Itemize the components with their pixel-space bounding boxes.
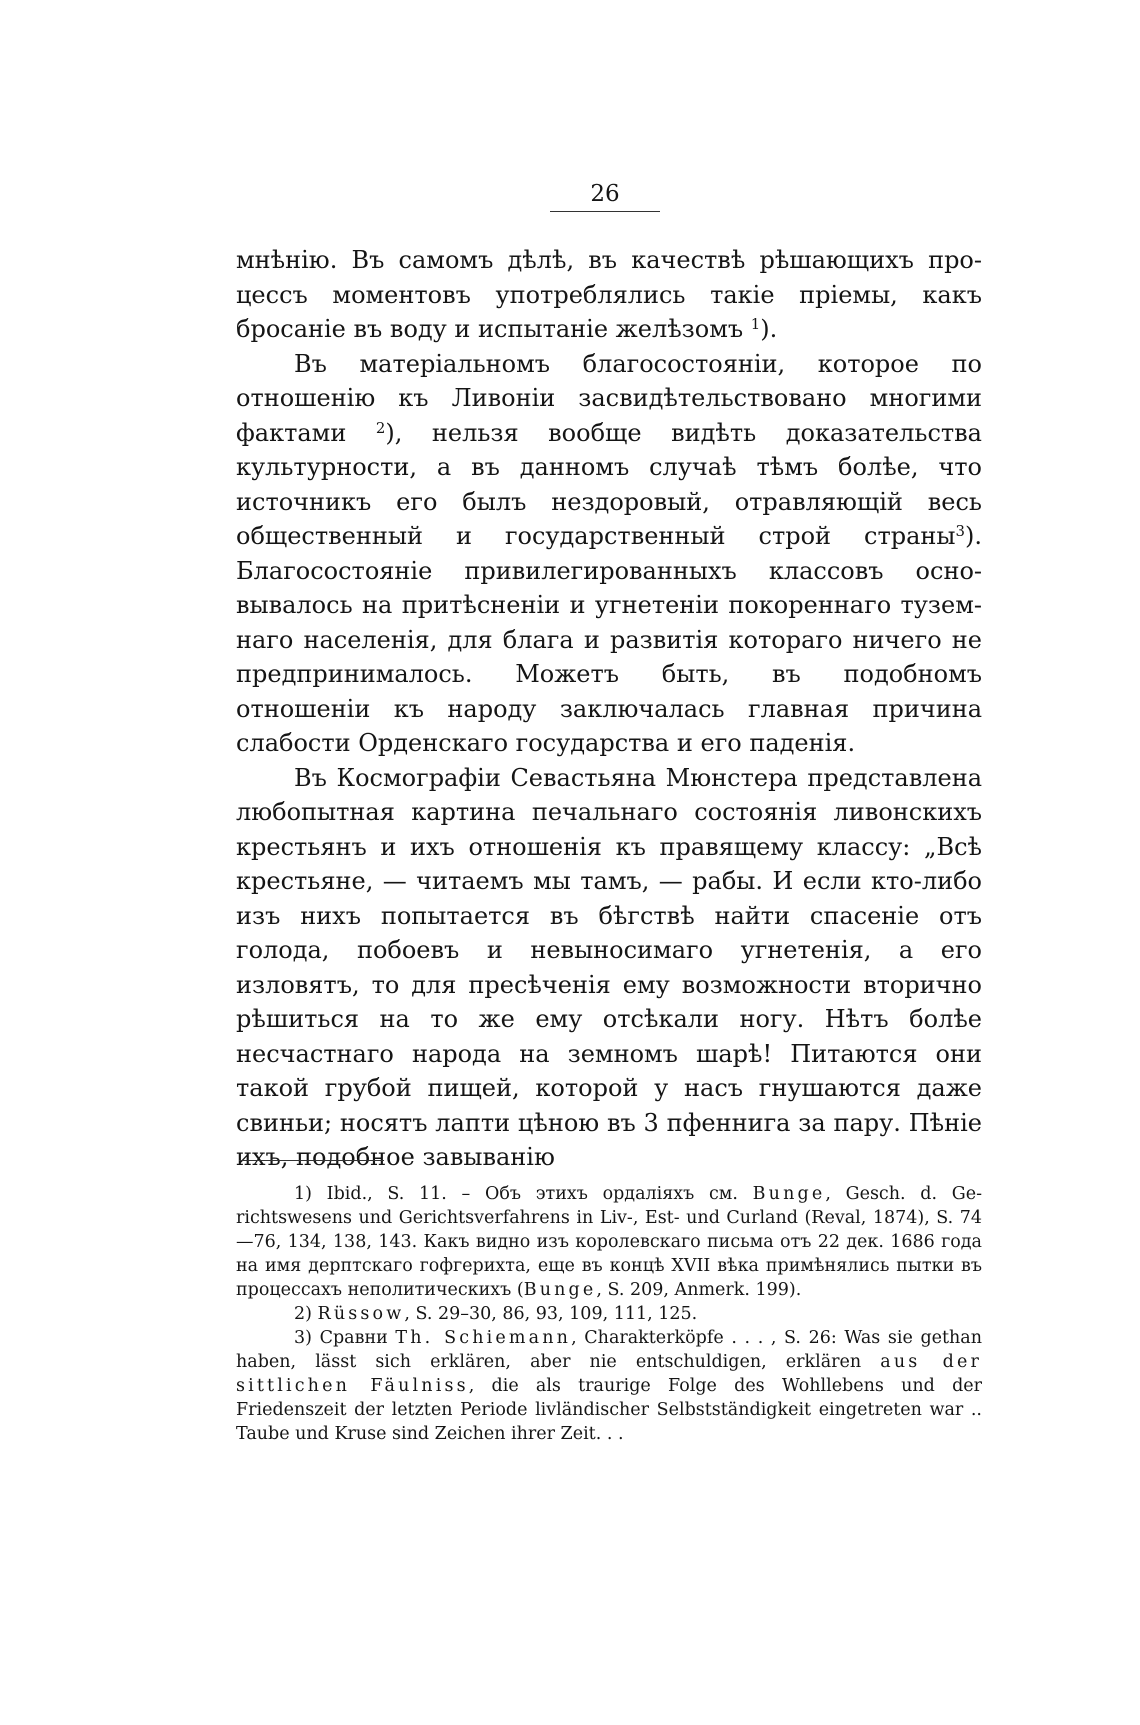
footnote-3-text-a: 3) Сравни [294, 1328, 396, 1348]
paragraph-1-end: ). [760, 315, 778, 343]
footnote-1-text-c: , S. 209, Anmerk. 199). [596, 1280, 802, 1300]
footnote-3 [236, 1326, 982, 1446]
main-text [236, 243, 982, 1175]
paragraph-2-text-a: Въ матеріальномъ благосостояніи, которое по отношенію къ Ливоніи засвидѣтельствовано многими фактами [236, 349, 982, 447]
paragraph-1 [236, 243, 982, 347]
footnote-1-text-a: 1) Ibid., S. 11. – Объ этихъ ордаліяхъ см. [294, 1184, 753, 1204]
footnote-1-text-b: , Gesch. d. Gerichtswesens und Gerichtsverfahrens in Liv-, Est- und Curland (Reval, 1874), S. 74—76, 134, 138, 143. Какъ видно изъ королевскаго письма отъ 22 дек. 1686 года на имя дерптскаго гофгерихта, еще въ концѣ XVII вѣка примѣнялись пытки въ процессахъ неполитическихъ ( [236, 1184, 982, 1300]
paragraph-2-text-c: ). Благосостояніе привилегированныхъ классовъ основывалось на притѣсненіи и угнетеніи покореннаго туземнаго населенія, для блага и развитія котораго ничего не предпринималось. Можетъ быть, въ подобномъ отношеніи къ народу заключалась главная причина слабости Орденскаго государства и его паденія. [236, 522, 982, 757]
footnote-2 [236, 1302, 982, 1326]
paragraph-3: Въ Космографіи Севастьяна Мюнстера представлена любопытная картина печальнаго состоянія ливонскихъ крестьянъ и ихъ отношенія къ правящему классу: „Всѣ крестьяне, — читаемъ мы тамъ, — рабы. И если кто-либо изъ нихъ попытается въ бѣгствѣ найти спасеніе отъ голода, побоевъ и невыносимаго угнетенія, а его изловятъ, то для пресѣченія ему возможности вторично рѣшиться на то же ему отсѣкали ногу. Нѣтъ болѣе несчастнаго народа на земномъ шарѣ! Питаются они такой грубой пищей, которой у насъ гнушаются даже свиньи; носятъ лапти цѣною въ 3 пфеннига за пару. Пѣніе ихъ, подобное завыванію [236, 763, 982, 1171]
footnote-ref-3: 3 [955, 521, 965, 540]
footnote-ref-1: 1 [750, 314, 761, 333]
footnote-3-author: Th. Schiemann [395, 1328, 572, 1348]
footnotes [236, 1182, 982, 1446]
paragraph-2 [236, 347, 982, 761]
footnote-1-author-2: Bunge [523, 1280, 597, 1300]
footnote-3-text-b: , Charakterköpfe . . . , S. 26: Was sie gethan haben, lässt sich erklären, aber nie entschuldigen, erklären [236, 1328, 983, 1372]
footnote-2-text-b: , S. 29–30, 86, 93, 109, 111, 125. [404, 1304, 698, 1324]
page-number-rule [550, 211, 660, 212]
footnote-1 [236, 1182, 982, 1302]
footnote-3-text-c: , die als traurige Folge des Wohllebens und der Friedenszeit der letzten Periode livländischer Selbstständigkeit eingetreten war .. Taube und Kruse sind Zeichen ihrer Zeit. . . [236, 1376, 982, 1444]
footnote-separator [239, 1160, 384, 1161]
paragraph-2-text-b: ), нельзя вообще видѣть доказательства культурности, а въ данномъ случаѣ тѣмъ болѣе, что источникъ его былъ нездоровый, отравляющій весь общественный и государственный строй страны [236, 418, 982, 550]
footnote-ref-2: 2 [375, 418, 386, 437]
footnote-3-spaced-phrase: aus der sittlichen Fäulniss [236, 1352, 982, 1396]
paragraph-1-text: мнѣнію. Въ самомъ дѣлѣ, въ качествѣ рѣшающихъ процессъ моментовъ употреблялись такіе пріемы, какъ бросаніе въ воду и испытаніе желѣзомъ [236, 246, 982, 343]
footnote-1-author: Bunge [752, 1184, 826, 1204]
footnote-2-author: Rüssow [317, 1304, 405, 1324]
page-number: 26 [590, 181, 620, 207]
footnote-2-text-a: 2) [294, 1304, 318, 1324]
